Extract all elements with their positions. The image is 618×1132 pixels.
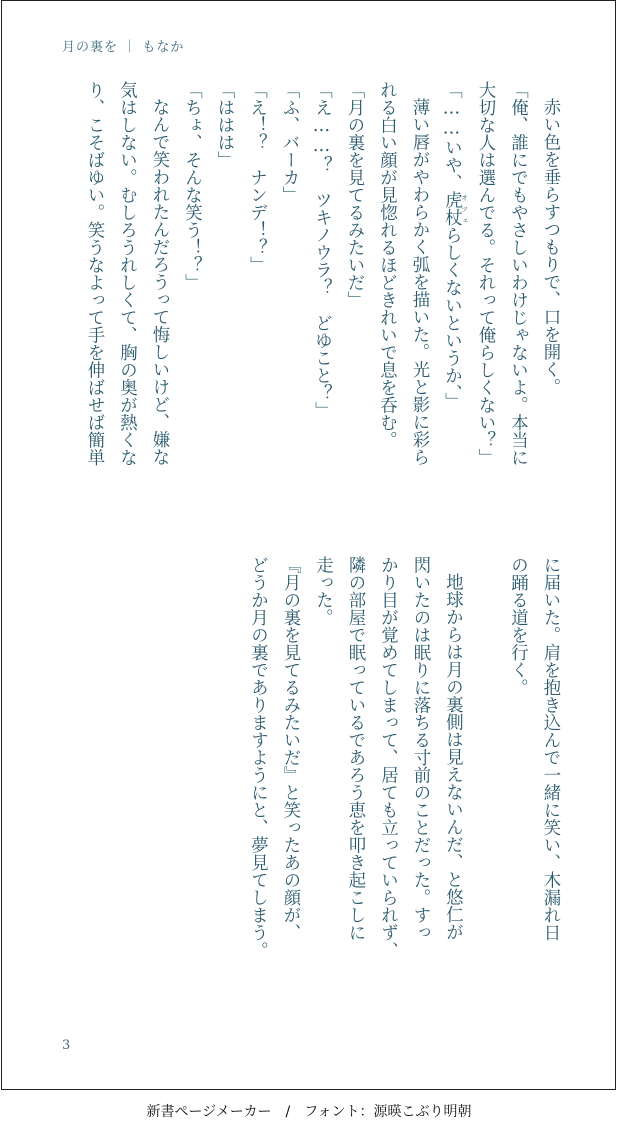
- top-line: 気はしない。むしろうれしくて、胸の奥が熱くな: [116, 81, 137, 467]
- page-number: 3: [62, 1038, 71, 1053]
- bottom-line: に届いた。肩を抱き込んで一緒に笑い、木漏れ日: [540, 556, 560, 942]
- bottom-line: 走った。: [312, 556, 333, 627]
- top-line: 「月の裏を見てるみたいだ」: [344, 81, 364, 309]
- top-line: 「ちょ、そんな笑う！？」: [181, 81, 202, 292]
- top-line: 「……いや、虎杖 オツェらしくないというか、」: [441, 81, 469, 411]
- top-line: なんで笑われたんだろうって悔しいけど、嫌な: [149, 98, 169, 467]
- bottom-line: かり目が覚めてしまって、居ても立っていられず、: [377, 556, 398, 959]
- top-line: 「ははは」: [214, 81, 234, 169]
- top-line: れる白い顔が見惚れるほどきれいで息を呑む。: [376, 81, 397, 449]
- bottom-line: 地球からは月の裏側は見えないんだ、と悠仁が: [442, 573, 463, 942]
- book-page: [1, 0, 616, 1090]
- ruby-annotation: 虎杖 オツェ: [441, 191, 469, 227]
- bottom-line: [469, 556, 502, 1021]
- ruby-reading: オツェ: [460, 191, 469, 227]
- top-line: 「俺、誰にでもやさしいわけじゃないよ。本当に: [507, 81, 528, 467]
- bottom-line: 閃いたのは眠りに落ちる寸前のことだった。すっ: [410, 556, 430, 942]
- top-line: 「ふ、バーカ」: [279, 81, 299, 204]
- top-line: 「え！？ ナンデ！？」: [246, 81, 267, 274]
- text-columns-lower: [56, 556, 566, 1021]
- top-line: り、こそばゆい。笑うなよって手を伸ばせば簡単: [84, 81, 104, 467]
- top-line: 大切な人は選んでる。それって俺らしくない？」: [475, 81, 495, 467]
- header-author: もなか: [142, 40, 185, 55]
- bottom-line: 『月の裏を見てるみたいだ』と笑ったあの顔が、: [280, 556, 300, 942]
- running-header: [62, 36, 184, 55]
- header-separator: ｜: [123, 40, 138, 55]
- bottom-line: の踊る道を行く。: [507, 556, 528, 697]
- top-line: 「え……？ ツキノウラ？ どゆこと？」: [311, 81, 332, 420]
- bottom-line: 隣の部屋で眠っているであろう恵を叩き起こしに: [345, 556, 365, 942]
- bottom-line: どうか月の裏でありますようにと、夢見てしまう。: [247, 556, 268, 959]
- credit-footer: 新書ページメーカー / フォント：源暎こぶり明朝: [146, 1104, 472, 1120]
- top-line: 薄い唇がやわらかく弧を描いた。光と影に彩ら: [409, 98, 429, 467]
- top-line: 赤い色を垂らすつもりで、口を開く。: [540, 98, 560, 397]
- vertical-text-body: [56, 81, 566, 1021]
- header-title: 月の裏を: [62, 40, 119, 55]
